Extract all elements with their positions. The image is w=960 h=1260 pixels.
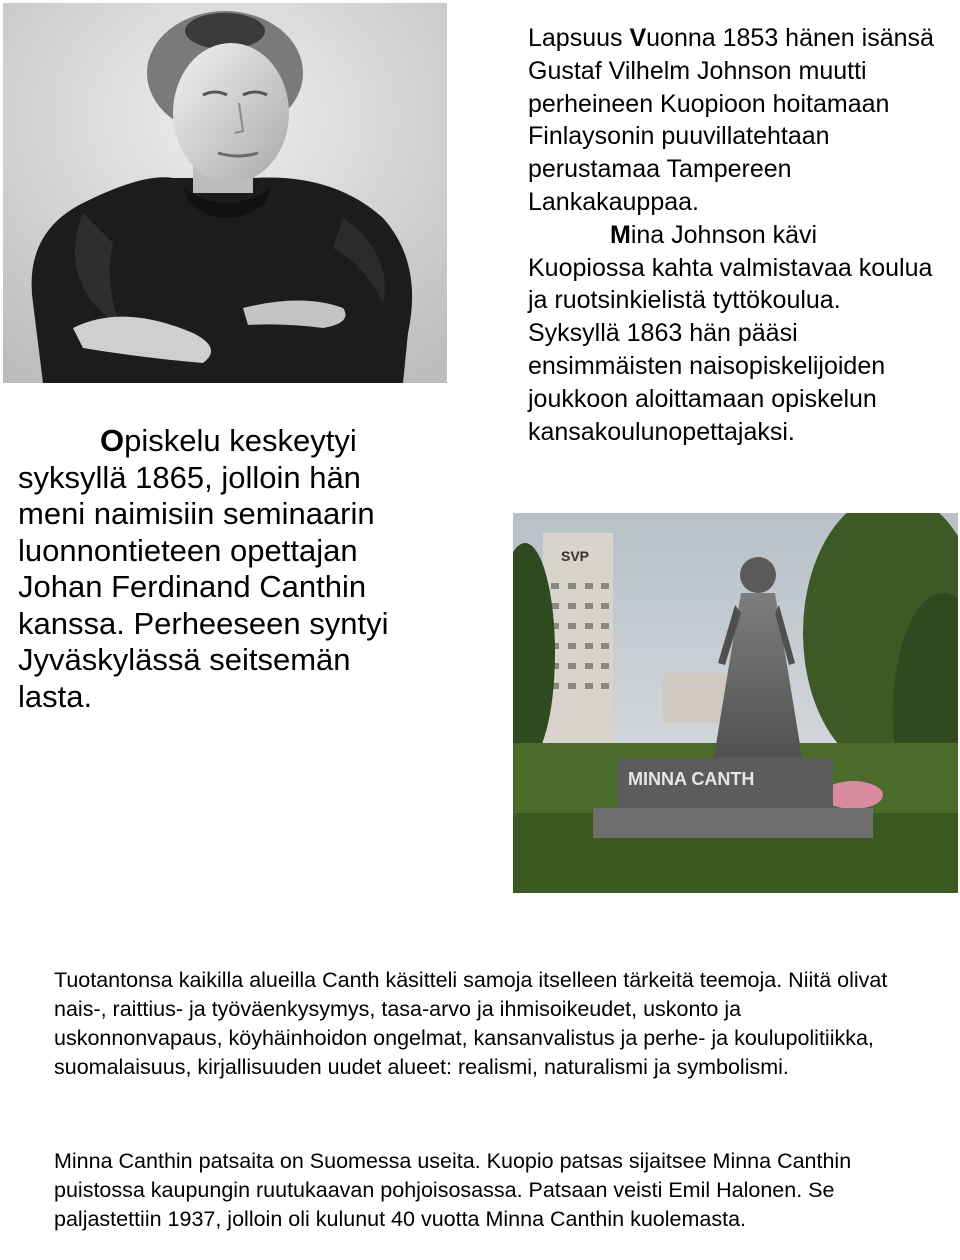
left-paragraph — [18, 423, 413, 715]
statue-illustration — [513, 513, 958, 893]
right-paragraph-text-1: uonna 1853 hänen isänsä Gustaf Vilhelm Johnson muutti perheineen Kuopioon hoitamaan Finlaysonin puuvillatehtaan perustamaa Tampereen Lankakauppaa. — [528, 24, 934, 216]
bottom-paragraph-1: Tuotantonsa kaikilla alueilla Canth käsitteli samoja itselleen tärkeitä teemoja. Niitä olivat nais-, raittius- ja työväenkysymys, tasa-arvo ja ihmisoikeudet, uskonto ja uskonnonvapaus, köyhäinhoidon ongelmat, kansanvalistus ja perhe- ja koulupolitiikka, suomalaisuus, kirjallisuuden uudet alueet: realismi, naturalismi ja symbolismi. — [54, 968, 888, 1079]
building-sign: SVP — [561, 548, 590, 564]
right-paragraph-initial-1: V — [629, 24, 647, 52]
portrait-illustration — [3, 3, 447, 383]
right-paragraph-prefix: Lapsuus — [528, 24, 630, 52]
statue-photo — [513, 513, 958, 893]
portrait-photo — [3, 3, 447, 383]
pedestal-text: MINNA CANTH — [628, 769, 755, 789]
bottom-paragraph-2: Minna Canthin patsaita on Suomessa useita. Kuopio patsas sijaitsee Minna Canthin puistossa kaupungin ruutukaavan pohjoisosassa. Patsaan veisti Emil Halonen. Se paljastettiin 1937, jolloin oli kulunut 40 vuotta Minna Canthin kuolemasta. — [54, 1149, 852, 1231]
right-paragraph-text-2: ina Johnson kävi Kuopiossa kahta valmistavaa koulua ja ruotsinkielistä tyttökoulua. Syksyllä 1863 hän pääsi ensimmäisten naisopiskelijoiden joukkoon aloittamaan opiskelun kansakoulunopettajaksi. — [528, 220, 933, 446]
right-paragraph-initial-2: M — [610, 220, 631, 249]
right-paragraph — [528, 22, 938, 448]
left-paragraph-initial: O — [100, 423, 125, 458]
left-paragraph-text: piskelu keskeytyi syksyllä 1865, jolloin hän meni naimisiin seminaarin luonnontieteen opettajan Johan Ferdinand Canthin kanssa. Perheeseen syntyi Jyväskylässä seitsemän lasta. — [18, 423, 389, 714]
